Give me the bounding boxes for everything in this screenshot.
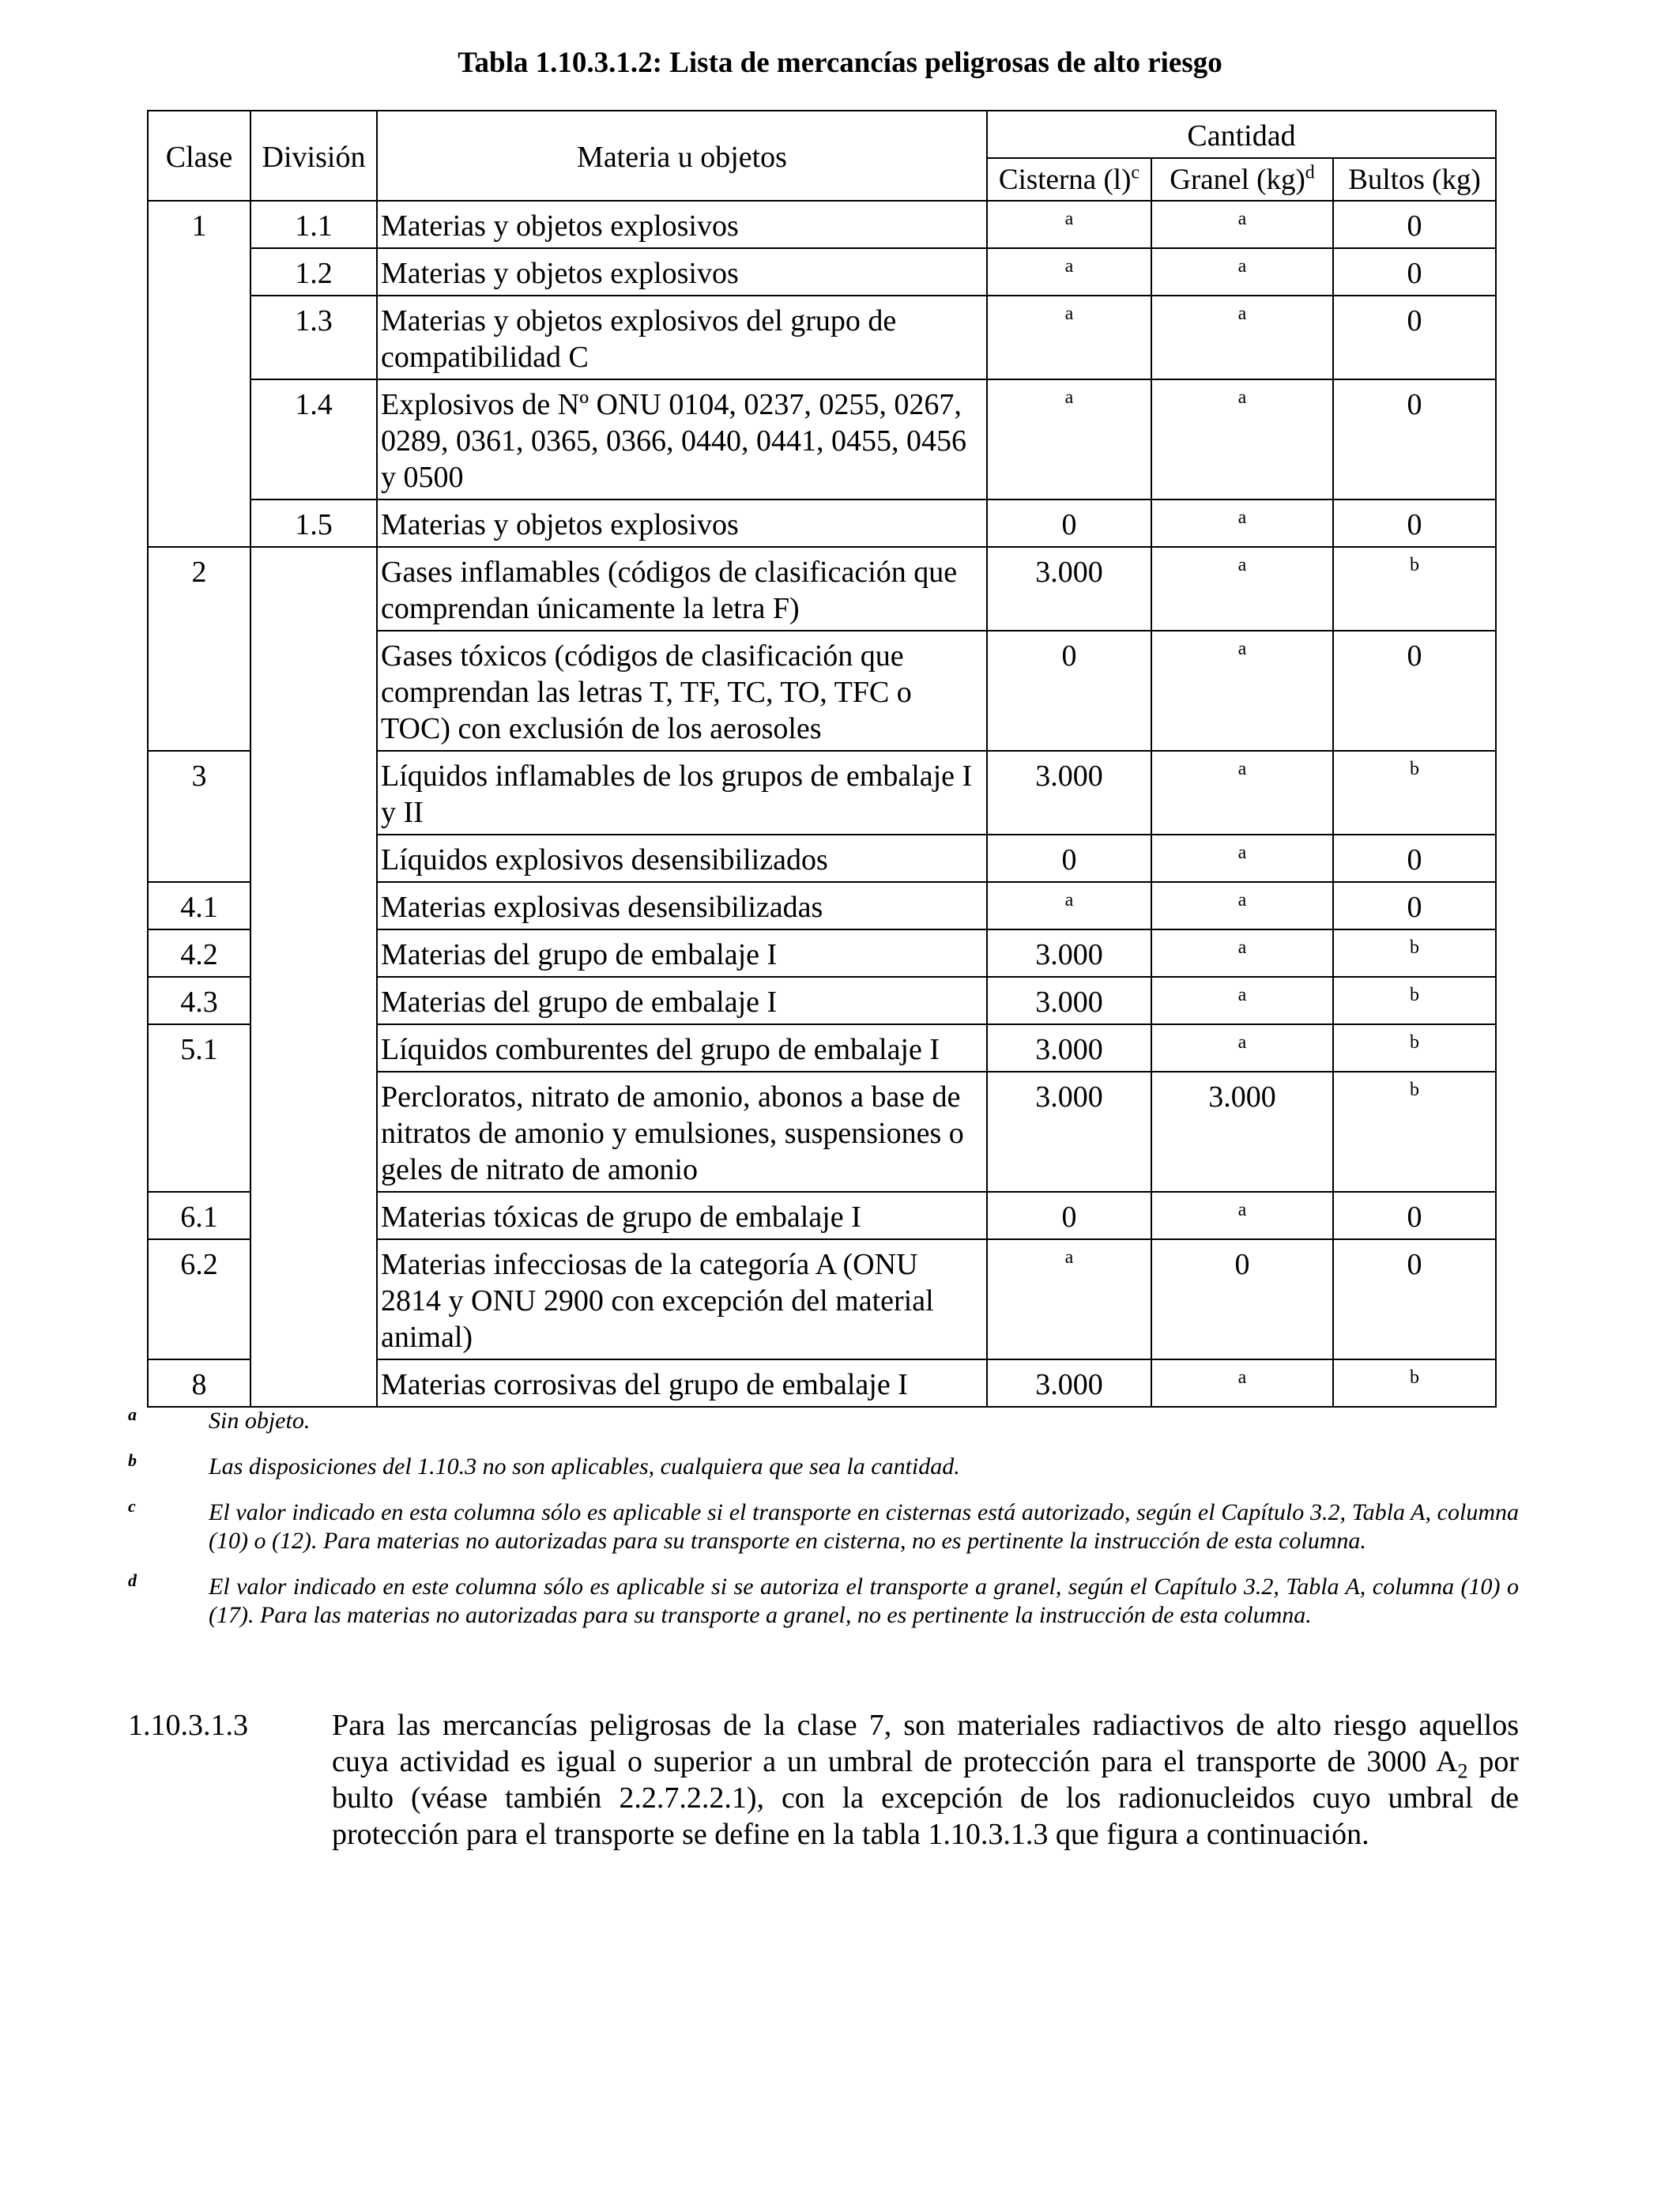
table-row — [148, 248, 1496, 296]
cell-cisterna — [987, 547, 1151, 631]
footnote — [128, 1450, 1519, 1481]
cell-division — [250, 1072, 377, 1192]
cell-division-text: 1.5 — [295, 508, 333, 541]
cell-bultos-text: 0 — [1407, 843, 1422, 876]
cell-materia — [377, 1359, 987, 1407]
cell-cisterna — [987, 751, 1151, 835]
cell-bultos — [1333, 1192, 1496, 1239]
cell-materia — [377, 296, 987, 379]
footnote-mark: a — [1237, 985, 1247, 1005]
cell-materia-text: Materias del grupo de embalaje I — [381, 938, 778, 971]
cell-division — [250, 751, 377, 835]
cell-materia-text: Materias y objetos explosivos del grupo de compatibilidad C — [381, 304, 897, 374]
table-row — [148, 1192, 1496, 1239]
cell-clase — [148, 547, 250, 631]
table-row — [148, 751, 1496, 835]
cell-bultos-text: 0 — [1407, 891, 1422, 924]
cell-cisterna — [987, 1359, 1151, 1407]
cell-granel — [1151, 499, 1333, 547]
cell-granel — [1151, 248, 1333, 296]
cell-cisterna — [987, 1072, 1151, 1192]
cell-materia — [377, 751, 987, 835]
cell-division — [250, 1024, 377, 1072]
dangerous-goods-table — [147, 110, 1497, 1408]
cell-granel — [1151, 882, 1333, 929]
footnote-mark: a — [1237, 639, 1247, 659]
cell-granel — [1151, 201, 1333, 248]
cell-materia-text: Líquidos inflamables de los grupos de embalaje I y II — [381, 760, 973, 829]
cell-clase-text: 6.1 — [180, 1201, 218, 1234]
cell-bultos — [1333, 547, 1496, 631]
cell-granel — [1151, 1192, 1333, 1239]
footnote-mark: b — [1410, 759, 1419, 779]
header-division: División — [250, 111, 377, 201]
footnote-mark: a — [1064, 256, 1074, 277]
cell-cisterna — [987, 379, 1151, 499]
table-row — [148, 835, 1496, 882]
cell-division — [250, 1192, 377, 1239]
cell-materia-text: Materias tóxicas de grupo de embalaje I — [381, 1201, 861, 1234]
paragraph-body — [332, 1707, 1519, 1853]
cell-clase — [148, 929, 250, 977]
cell-division — [250, 547, 377, 631]
cell-clase-text: 4.1 — [180, 891, 218, 924]
cell-division-text: 1.3 — [295, 304, 333, 337]
footnote-mark: a — [1237, 303, 1247, 324]
table-row — [148, 929, 1496, 977]
cell-clase — [148, 379, 250, 499]
footnote-mark: a — [1237, 256, 1247, 277]
cell-bultos-text: 0 — [1407, 639, 1422, 673]
footnote-mark: a — [1237, 890, 1247, 910]
table-row — [148, 1239, 1496, 1359]
cell-materia-text: Explosivos de Nº ONU 0104, 0237, 0255, 0267, 0289, 0361, 0365, 0366, 0440, 0441, 0455, 0456 y 0500 — [381, 388, 966, 494]
table-title: Tabla 1.10.3.1.2: Lista de mercancías peligrosas de alto riesgo — [458, 47, 1222, 79]
footnote-text: El valor indicado en este columna sólo es aplicable si se autoriza el transporte a granel, según el Capítulo 3.2, Tabla A, columna (10) o (17). Para las materias no autorizadas para su transporte a granel, no es pertinente la instrucción de esta columna. — [209, 1574, 1519, 1628]
cell-clase — [148, 296, 250, 379]
footnote-mark: a — [1064, 1247, 1074, 1268]
cell-clase — [148, 1072, 250, 1192]
table-row — [148, 547, 1496, 631]
cell-cisterna — [987, 1024, 1151, 1072]
cell-division — [250, 296, 377, 379]
cell-division — [250, 499, 377, 547]
cell-division — [250, 248, 377, 296]
cell-division-text: 1.1 — [295, 209, 333, 243]
cell-granel-text: 0 — [1234, 1248, 1250, 1281]
cell-bultos-text: 0 — [1407, 508, 1422, 541]
cell-materia-text: Materias corrosivas del grupo de embalaje I — [381, 1368, 908, 1401]
table-row — [148, 1024, 1496, 1072]
footnote-mark: b — [1410, 1032, 1419, 1053]
paragraph-text-after: por bulto (véase también 2.2.7.2.2.1), con la excepción de los radionucleidos cuyo umbral de protección para el transporte se define en la tabla 1.10.3.1.3 que figura a continuación. — [332, 1745, 1519, 1851]
cell-cisterna-text: 3.000 — [1035, 938, 1103, 971]
cell-cisterna-text: 3.000 — [1035, 556, 1103, 589]
cell-materia — [377, 631, 987, 751]
cell-bultos — [1333, 499, 1496, 547]
header-granel — [1151, 158, 1333, 201]
table-row — [148, 977, 1496, 1024]
cell-granel — [1151, 631, 1333, 751]
table-row — [148, 296, 1496, 379]
cell-granel — [1151, 547, 1333, 631]
cell-bultos — [1333, 1359, 1496, 1407]
header-cisterna-note: c — [1131, 162, 1140, 183]
footnote-key: b — [128, 1450, 137, 1470]
cell-materia-text: Materias explosivas desensibilizadas — [381, 891, 823, 924]
header-granel-note: d — [1305, 162, 1315, 183]
footnote-mark: a — [1237, 555, 1247, 575]
footnote-mark: a — [1237, 507, 1247, 528]
cell-clase — [148, 499, 250, 547]
cell-materia — [377, 248, 987, 296]
cell-cisterna — [987, 882, 1151, 929]
cell-materia — [377, 835, 987, 882]
paragraph-text-before: Para las mercancías peligrosas de la clase 7, son materiales radiactivos de alto riesgo aquellos cuya actividad es igual o superior a un umbral de protección para el transporte de 3000 A — [332, 1709, 1519, 1778]
cell-bultos-text: 0 — [1407, 1248, 1422, 1281]
header-bultos: Bultos (kg) — [1333, 158, 1496, 201]
cell-cisterna — [987, 929, 1151, 977]
cell-granel — [1151, 929, 1333, 977]
table-row — [148, 379, 1496, 499]
cell-cisterna-text: 3.000 — [1035, 986, 1103, 1019]
cell-granel — [1151, 1359, 1333, 1407]
cell-division — [250, 201, 377, 248]
footnote-text: El valor indicado en esta columna sólo es aplicable si el transporte en cisternas está autorizado, según el Capítulo 3.2, Tabla A, columna (10) o (12). Para materias no autorizadas para su transporte en cisterna, no es pertinente la instrucción de esta columna. — [209, 1499, 1519, 1554]
cell-clase — [148, 201, 250, 248]
cell-granel — [1151, 379, 1333, 499]
cell-clase — [148, 1359, 250, 1407]
cell-materia — [377, 547, 987, 631]
cell-cisterna — [987, 977, 1151, 1024]
cell-bultos — [1333, 929, 1496, 977]
cell-division — [250, 835, 377, 882]
header-cisterna-label: Cisterna (l) — [998, 164, 1132, 196]
paragraph-number: 1.10.3.1.3 — [128, 1709, 248, 1742]
cell-granel — [1151, 1024, 1333, 1072]
cell-materia — [377, 1239, 987, 1359]
footnote-mark: a — [1237, 759, 1247, 779]
footnote-mark: a — [1064, 890, 1074, 910]
cell-materia-text: Líquidos explosivos desensibilizados — [381, 843, 828, 876]
cell-division — [250, 1239, 377, 1359]
cell-bultos — [1333, 1024, 1496, 1072]
cell-granel — [1151, 1072, 1333, 1192]
paragraph-subscript: 2 — [1457, 1759, 1468, 1783]
cell-cisterna — [987, 835, 1151, 882]
cell-clase-text: 5.1 — [180, 1033, 218, 1066]
table-row — [148, 1072, 1496, 1192]
cell-clase — [148, 882, 250, 929]
cell-bultos — [1333, 379, 1496, 499]
footnote-mark: b — [1410, 1367, 1419, 1388]
cell-materia — [377, 929, 987, 977]
cell-materia — [377, 882, 987, 929]
cell-bultos-text: 0 — [1407, 304, 1422, 337]
cell-clase-text: 2 — [191, 556, 207, 589]
header-cantidad: Cantidad — [987, 111, 1496, 158]
footnote — [128, 1498, 1519, 1555]
cell-cisterna-text: 3.000 — [1035, 1368, 1103, 1401]
cell-materia — [377, 1024, 987, 1072]
cell-bultos — [1333, 1239, 1496, 1359]
cell-materia — [377, 1192, 987, 1239]
cell-materia-text: Materias del grupo de embalaje I — [381, 986, 778, 1019]
footnote-key: a — [128, 1404, 137, 1424]
cell-division — [250, 882, 377, 929]
cell-materia-text: Materias y objetos explosivos — [381, 257, 739, 290]
cell-cisterna — [987, 631, 1151, 751]
cell-granel — [1151, 977, 1333, 1024]
cell-cisterna — [987, 248, 1151, 296]
cell-materia-text: Gases inflamables (códigos de clasificación que comprendan únicamente la letra F) — [381, 556, 958, 625]
cell-bultos — [1333, 977, 1496, 1024]
cell-clase — [148, 248, 250, 296]
cell-granel — [1151, 835, 1333, 882]
cell-materia — [377, 379, 987, 499]
footnote-mark: a — [1064, 387, 1074, 408]
footnote-mark: a — [1237, 843, 1247, 863]
header-cisterna — [987, 158, 1151, 201]
cell-cisterna — [987, 1239, 1151, 1359]
cell-cisterna-text: 0 — [1061, 843, 1077, 876]
cell-division — [250, 631, 377, 751]
footnotes — [128, 1404, 1519, 1647]
cell-bultos — [1333, 835, 1496, 882]
footnote-mark: a — [1237, 1200, 1247, 1220]
footnote — [128, 1404, 1519, 1435]
footnote-mark: b — [1410, 985, 1419, 1005]
cell-clase-text: 4.3 — [180, 986, 218, 1019]
cell-cisterna-text: 0 — [1061, 508, 1077, 541]
footnote-text: Las disposiciones del 1.10.3 no son aplicables, cualquiera que sea la cantidad. — [209, 1453, 960, 1480]
cell-bultos — [1333, 631, 1496, 751]
cell-division — [250, 1359, 377, 1407]
cell-cisterna — [987, 201, 1151, 248]
cell-clase — [148, 1024, 250, 1072]
cell-materia-text: Líquidos comburentes del grupo de embalaje I — [381, 1033, 940, 1066]
cell-materia — [377, 499, 987, 547]
header-granel-label: Granel (kg) — [1170, 164, 1305, 196]
footnote-mark: a — [1064, 209, 1074, 229]
footnote-mark: a — [1064, 303, 1074, 324]
footnote-key: d — [128, 1570, 137, 1590]
cell-clase — [148, 751, 250, 835]
cell-materia-text: Materias infecciosas de la categoría A (ONU 2814 y ONU 2900 con excepción del material animal) — [381, 1248, 934, 1354]
cell-bultos-text: 0 — [1407, 388, 1422, 421]
table-body — [148, 201, 1496, 1407]
cell-materia — [377, 1072, 987, 1192]
cell-materia — [377, 977, 987, 1024]
footnote-mark: b — [1410, 937, 1419, 958]
cell-clase-text: 1 — [191, 209, 207, 243]
header-clase: Clase — [148, 111, 250, 201]
cell-materia-text: Percloratos, nitrato de amonio, abonos a base de nitratos de amonio y emulsiones, suspensiones o geles de nitrato de amonio — [381, 1080, 964, 1186]
cell-cisterna-text: 3.000 — [1035, 760, 1103, 793]
cell-materia-text: Materias y objetos explosivos — [381, 508, 739, 541]
cell-materia-text: Materias y objetos explosivos — [381, 209, 739, 243]
footnote — [128, 1570, 1519, 1630]
cell-clase — [148, 835, 250, 882]
table-row — [148, 882, 1496, 929]
header-materia: Materia u objetos — [377, 111, 987, 201]
cell-cisterna-text: 0 — [1061, 1201, 1077, 1234]
cell-granel — [1151, 296, 1333, 379]
cell-division — [250, 977, 377, 1024]
cell-clase — [148, 977, 250, 1024]
paragraph-1-10-3-1-3 — [128, 1707, 1519, 1853]
cell-division — [250, 929, 377, 977]
footnote-key: c — [128, 1496, 136, 1516]
cell-cisterna — [987, 296, 1151, 379]
cell-clase — [148, 631, 250, 751]
cell-division-text: 1.2 — [295, 257, 333, 290]
cell-bultos — [1333, 201, 1496, 248]
footnote-mark: a — [1237, 209, 1247, 229]
table-row — [148, 499, 1496, 547]
footnote-mark: b — [1410, 1080, 1419, 1100]
table-row — [148, 631, 1496, 751]
cell-clase-text: 4.2 — [180, 938, 218, 971]
table-row — [148, 201, 1496, 248]
cell-granel — [1151, 1239, 1333, 1359]
cell-clase — [148, 1239, 250, 1359]
cell-granel-text: 3.000 — [1208, 1080, 1276, 1114]
cell-bultos — [1333, 248, 1496, 296]
cell-bultos — [1333, 751, 1496, 835]
cell-bultos-text: 0 — [1407, 257, 1422, 290]
cell-bultos-text: 0 — [1407, 1201, 1422, 1234]
footnote-mark: a — [1237, 387, 1247, 408]
cell-clase-text: 8 — [191, 1368, 207, 1401]
cell-cisterna — [987, 499, 1151, 547]
cell-bultos — [1333, 882, 1496, 929]
cell-bultos-text: 0 — [1407, 209, 1422, 243]
cell-granel — [1151, 751, 1333, 835]
footnote-mark: a — [1237, 937, 1247, 958]
footnote-mark: a — [1237, 1367, 1247, 1388]
footnote-mark: a — [1237, 1032, 1247, 1053]
cell-cisterna-text: 3.000 — [1035, 1080, 1103, 1114]
cell-cisterna-text: 0 — [1061, 639, 1077, 673]
footnote-mark: b — [1410, 555, 1419, 575]
cell-materia-text: Gases tóxicos (códigos de clasificación que comprendan las letras T, TF, TC, TO, TFC o TOC) con exclusión de los aerosoles — [381, 639, 912, 745]
cell-materia — [377, 201, 987, 248]
cell-bultos — [1333, 296, 1496, 379]
cell-bultos — [1333, 1072, 1496, 1192]
cell-clase — [148, 1192, 250, 1239]
cell-cisterna-text: 3.000 — [1035, 1033, 1103, 1066]
cell-division — [250, 379, 377, 499]
cell-clase-text: 6.2 — [180, 1248, 218, 1281]
cell-division-text: 1.4 — [295, 388, 333, 421]
table-row — [148, 1359, 1496, 1407]
cell-cisterna — [987, 1192, 1151, 1239]
cell-clase-text: 3 — [191, 760, 207, 793]
footnote-text: Sin objeto. — [209, 1408, 311, 1434]
